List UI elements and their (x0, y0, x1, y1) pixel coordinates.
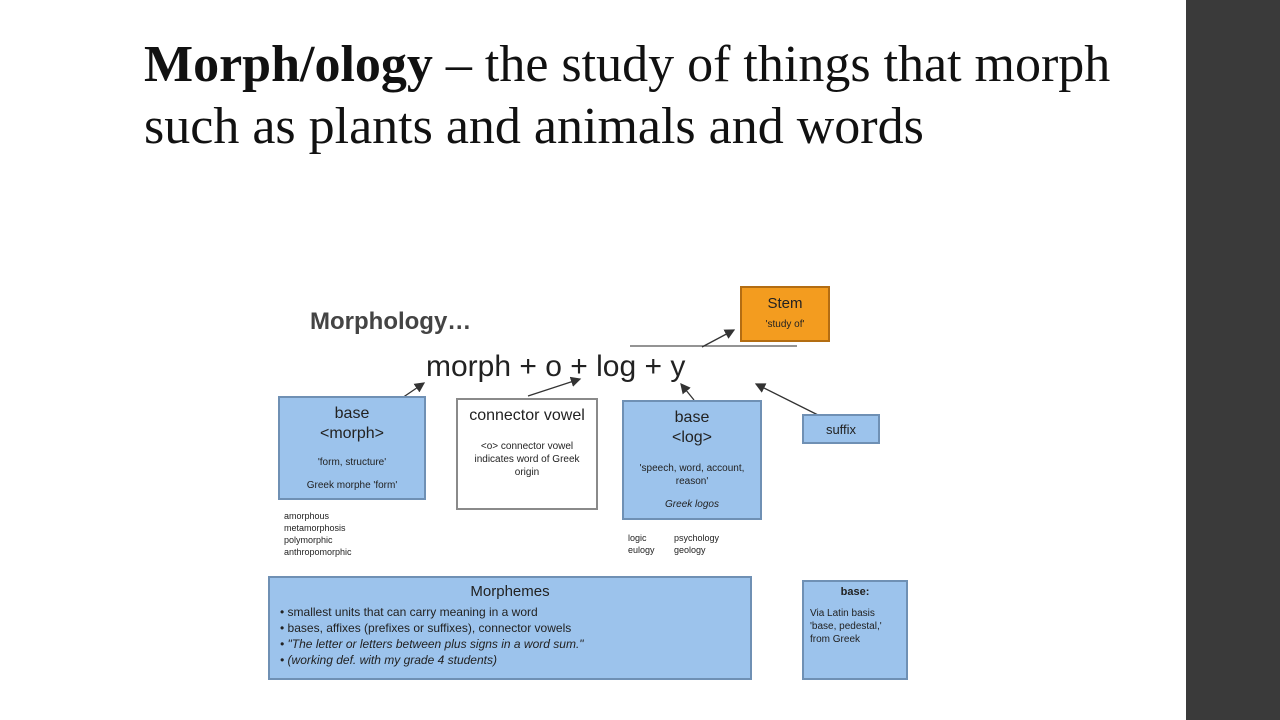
connector-title: connector vowel (469, 407, 585, 424)
morph-word-list (284, 510, 352, 558)
stem-title: Stem (767, 295, 803, 312)
base-note-box (802, 580, 908, 680)
morphology-diagram (262, 282, 922, 692)
log-word-list-1 (628, 532, 655, 556)
morphemes-box (268, 576, 752, 680)
log-word: psychology (674, 533, 720, 543)
arrow-suffix (756, 384, 818, 415)
base-log-origin: Greek logos (665, 499, 719, 510)
slide-title (144, 34, 1164, 158)
arrow-base-log (681, 384, 694, 400)
log-word: eulogy (628, 545, 655, 555)
morph-word: metamorphosis (284, 523, 346, 533)
base-morph-box (278, 396, 426, 500)
stem-box (740, 286, 830, 342)
suffix-title: suffix (825, 422, 857, 437)
morphemes-bullet: • "The letter or letters between plus signs in a word sum." (280, 636, 750, 652)
base-morph-title: base (334, 405, 370, 422)
base-morph-origin: Greek morphe 'form' (306, 480, 398, 491)
stem-note: 'study of' (765, 319, 805, 330)
morphemes-bullet: • (working def. with my grade 4 students) (280, 652, 750, 668)
base-log-box (622, 400, 762, 520)
morphemes-bullet: • smallest units that can carry meaning in a word (280, 604, 750, 620)
morphemes-title: Morphemes (470, 583, 550, 600)
title-definition: – the study of things that morph such as plants and animals and words (144, 36, 1111, 155)
word-sum-equation: morph + o + log + y (426, 350, 686, 383)
morph-word: anthropomorphic (284, 547, 352, 557)
log-word: geology (674, 545, 706, 555)
base-log-meaning: 'speech, word, account, reason' (639, 463, 745, 487)
base-log-name: <log> (671, 429, 713, 446)
log-word-list-2 (674, 532, 719, 556)
base-morph-meaning: 'form, structure' (317, 457, 387, 468)
diagram-heading: Morphology… (310, 308, 472, 335)
morphemes-list (270, 604, 750, 668)
connector-vowel-box (456, 398, 598, 510)
morph-word: amorphous (284, 511, 330, 521)
base-morph-name: <morph> (319, 425, 385, 442)
morphemes-bullet: • bases, affixes (prefixes or suffixes), connector vowels (280, 620, 750, 636)
suffix-box (802, 414, 880, 444)
base-note-text: Via Latin basis 'base, pedestal,' from Greek (810, 608, 882, 645)
morph-word: polymorphic (284, 535, 333, 545)
sidebar-bar (1186, 0, 1280, 720)
arrow-to-stem (702, 330, 734, 347)
base-note-title: base: (840, 586, 870, 598)
title-term: Morph/ology (144, 36, 433, 93)
log-word: logic (628, 533, 647, 543)
base-log-title: base (674, 409, 710, 426)
connector-note: <o> connector vowel indicates word of Greek origin (474, 441, 580, 478)
